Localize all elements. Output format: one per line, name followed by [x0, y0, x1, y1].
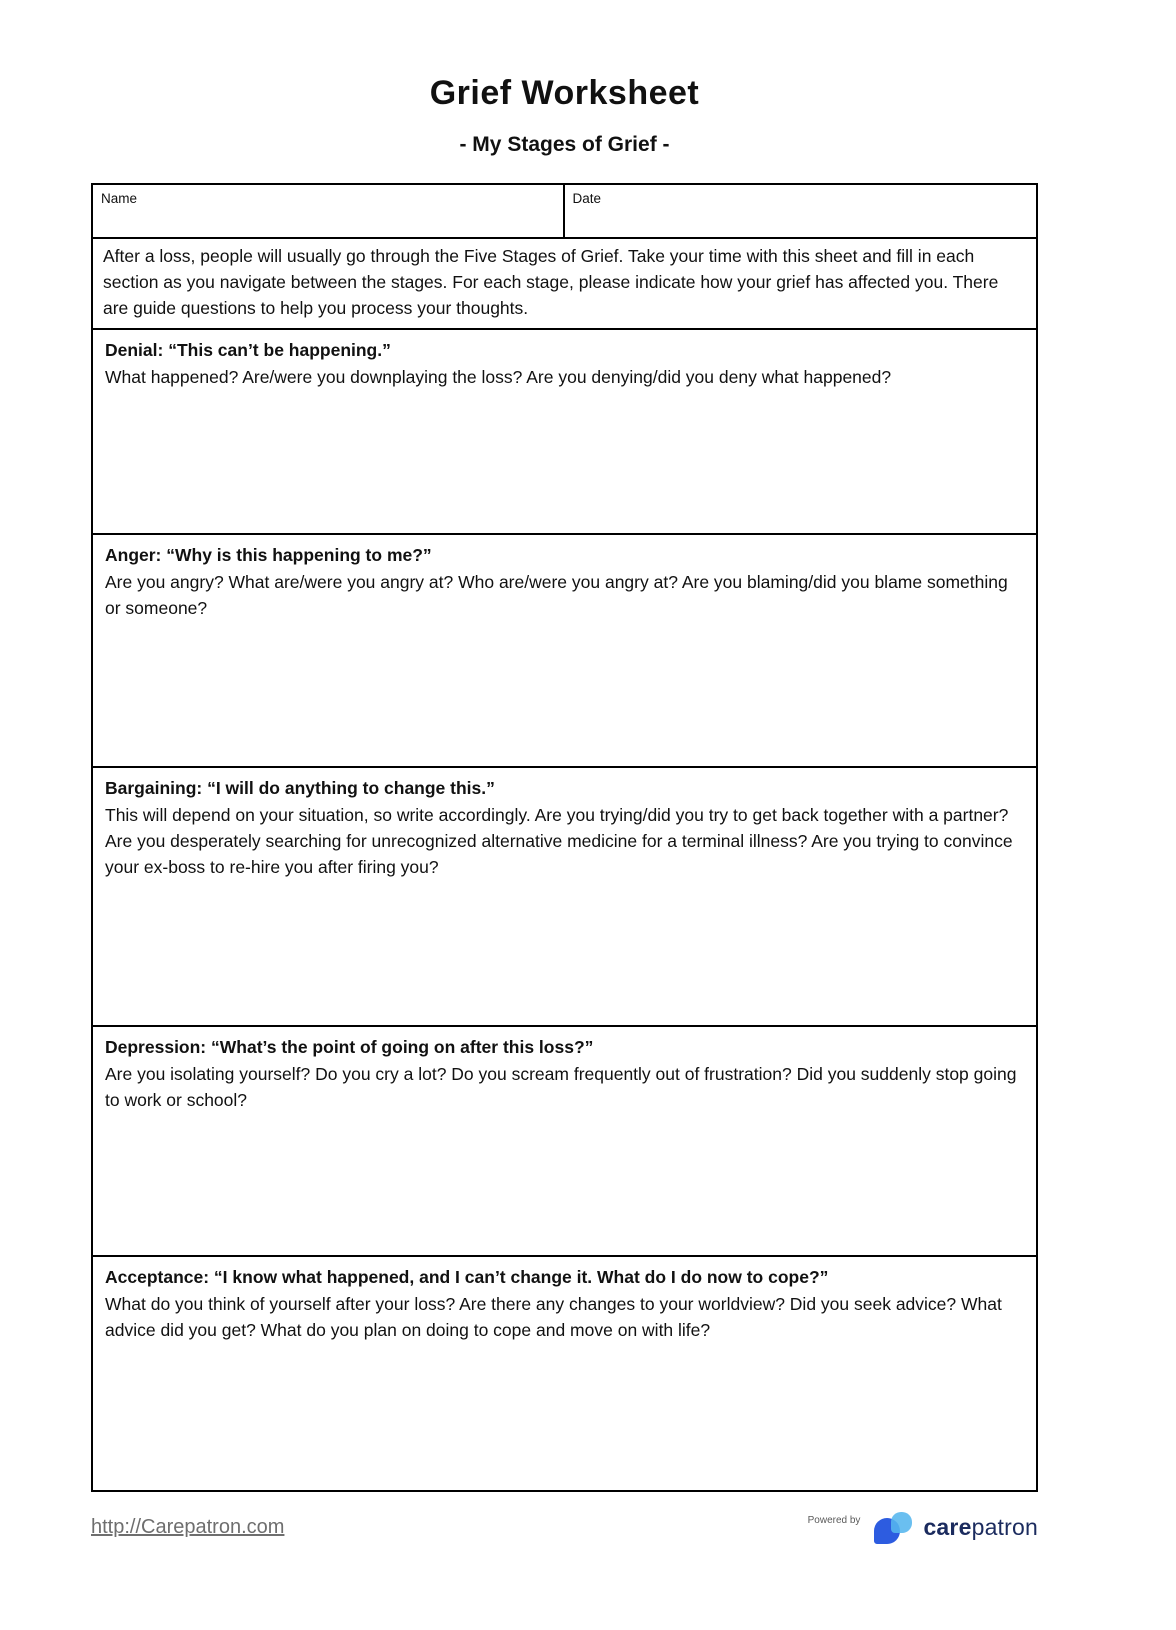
logo-bubble-light — [891, 1512, 912, 1533]
name-field[interactable] — [93, 185, 565, 237]
section-anger-question: Are you angry? What are/were you angry at? Who are/were you angry at? Are you blaming/did you blame something or someone? — [105, 571, 1008, 619]
powered-by-label: Powered by — [807, 1515, 861, 1527]
section-denial-question: What happened? Are/were you downplaying the loss? Are you denying/did you deny what happened? — [105, 366, 892, 387]
name-date-row — [93, 185, 1036, 239]
section-denial-heading: Denial: “This can’t be happening.” — [105, 339, 391, 360]
section-denial — [93, 330, 1036, 535]
footer-url-link[interactable]: http://Carepatron.com — [91, 1516, 285, 1539]
worksheet-content — [91, 0, 1038, 1492]
section-denial-answer-area[interactable] — [105, 390, 1024, 525]
date-field[interactable] — [565, 185, 1037, 237]
page-title: Grief Worksheet — [429, 74, 700, 112]
section-depression-question: Are you isolating yourself? Do you cry a lot? Do you scream frequently out of frustration? Did you suddenly stop going to work or school? — [105, 1063, 1017, 1111]
section-anger-heading: Anger: “Why is this happening to me?” — [105, 544, 432, 565]
section-anger-answer-area[interactable] — [105, 621, 1024, 757]
intro-text: After a loss, people will usually go through the Five Stages of Grief. Take your time with this sheet and fill in each section as you navigate between the stages. For each stage, please indicate how your grief has affected you. There are guide questions to help you process your thoughts. — [93, 239, 1036, 330]
carepatron-wordmark: carepatron — [923, 1514, 1038, 1541]
section-acceptance-question: What do you think of yourself after your loss? Are there any changes to your worldview? Did you seek advice? What advice did you get? What do you plan on doing to cope and move on with life? — [105, 1293, 1002, 1341]
section-bargaining-question: This will depend on your situation, so write accordingly. Are you trying/did you try to get back together with a partner? Are you desperately searching for unrecognized alternative medicine for a terminal illness? Are you trying to convince your ex-boss to re-hire you after firing you? — [105, 804, 1013, 878]
section-anger — [93, 535, 1036, 768]
carepatron-logo-icon — [874, 1510, 914, 1546]
section-depression — [93, 1027, 1036, 1257]
page-subtitle: - My Stages of Grief - — [459, 133, 670, 156]
page-footer — [91, 1510, 1038, 1546]
worksheet-table — [91, 183, 1038, 1492]
section-bargaining-heading: Bargaining: “I will do anything to change this.” — [105, 777, 495, 798]
section-bargaining-answer-area[interactable] — [105, 881, 1024, 1017]
section-bargaining — [93, 768, 1036, 1027]
section-depression-answer-area[interactable] — [105, 1113, 1024, 1246]
section-acceptance — [93, 1257, 1036, 1490]
section-acceptance-heading: Acceptance: “I know what happened, and I can’t change it. What do I do now to cope?” — [105, 1266, 829, 1287]
powered-by-badge — [808, 1510, 1038, 1546]
name-label: Name — [101, 191, 138, 206]
section-acceptance-answer-area[interactable] — [105, 1343, 1024, 1481]
section-depression-heading: Depression: “What’s the point of going on after this loss?” — [105, 1036, 594, 1057]
date-label: Date — [572, 191, 602, 206]
